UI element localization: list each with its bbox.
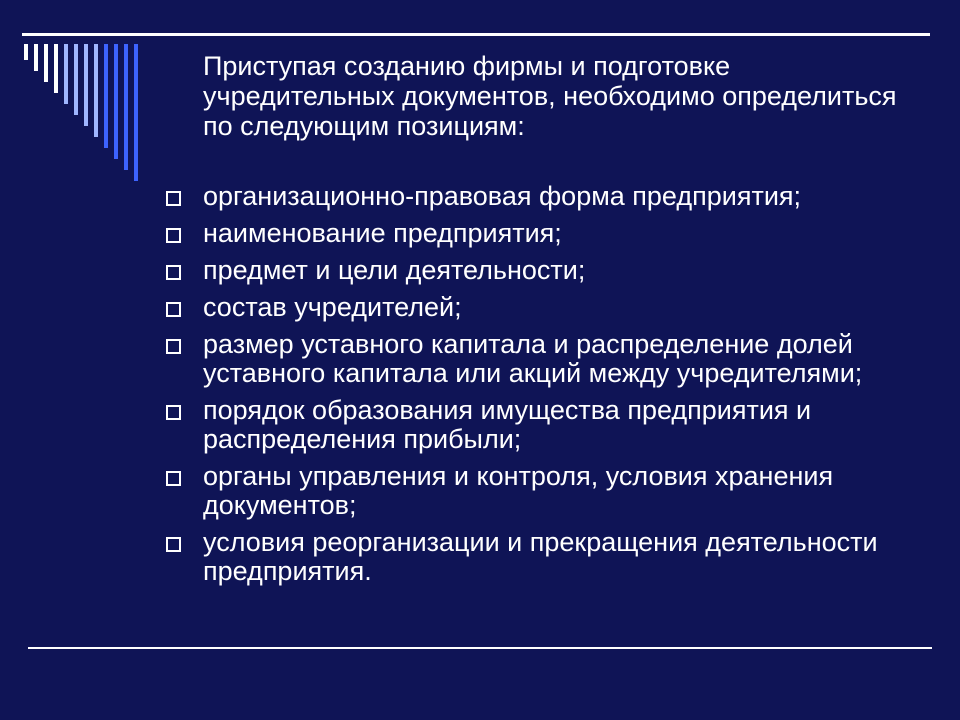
list-item-text: органы управления и контроля, условия хранения документов; xyxy=(203,461,834,520)
decorative-stripe xyxy=(34,44,38,71)
hollow-square-icon xyxy=(166,339,181,354)
hollow-square-icon xyxy=(166,265,181,280)
list-item-text: размер уставного капитала и распределение долей уставного капитала или акций между учредителями; xyxy=(203,329,863,388)
decorative-stripe xyxy=(74,44,78,115)
list-item xyxy=(164,396,954,454)
hollow-square-icon xyxy=(166,537,181,552)
list-item xyxy=(164,330,954,388)
hollow-square-icon xyxy=(166,405,181,420)
list-item-text: наименование предприятия; xyxy=(203,218,562,248)
list-item-text: предмет и цели деятельности; xyxy=(203,255,586,285)
decorative-stripe xyxy=(94,44,98,137)
list-item xyxy=(164,462,954,520)
list-item-text: условия реорганизации и прекращения деятельности предприятия. xyxy=(203,527,878,586)
list-item-text: порядок образования имущества предприятия и распределения прибыли; xyxy=(203,395,812,454)
decorative-stripe xyxy=(64,44,68,104)
list-item xyxy=(164,293,954,322)
decorative-stripe xyxy=(114,44,118,159)
decorative-stripe xyxy=(54,44,58,93)
decorative-stripes xyxy=(0,0,200,200)
decorative-stripe xyxy=(44,44,48,82)
list-item-text: организационно-правовая форма предприятия; xyxy=(203,181,802,211)
decorative-stripe xyxy=(124,44,128,170)
list-item xyxy=(164,256,954,285)
decorative-stripe xyxy=(24,44,28,60)
hollow-square-icon xyxy=(166,471,181,486)
list-item xyxy=(164,219,954,248)
bullet-list xyxy=(164,182,954,594)
hollow-square-icon xyxy=(166,302,181,317)
hollow-square-icon xyxy=(166,191,181,206)
list-item xyxy=(164,528,954,586)
list-item-text: состав учредителей; xyxy=(203,292,462,322)
slide-intro-text: Приступая созданию фирмы и подготовке учредительных документов, необходимо определиться по следующим позициям: xyxy=(203,51,897,141)
hollow-square-icon xyxy=(166,228,181,243)
bottom-divider-line xyxy=(28,647,932,649)
decorative-stripe xyxy=(84,44,88,126)
decorative-stripe xyxy=(134,44,138,181)
decorative-stripe xyxy=(104,44,108,148)
list-item xyxy=(164,182,954,211)
